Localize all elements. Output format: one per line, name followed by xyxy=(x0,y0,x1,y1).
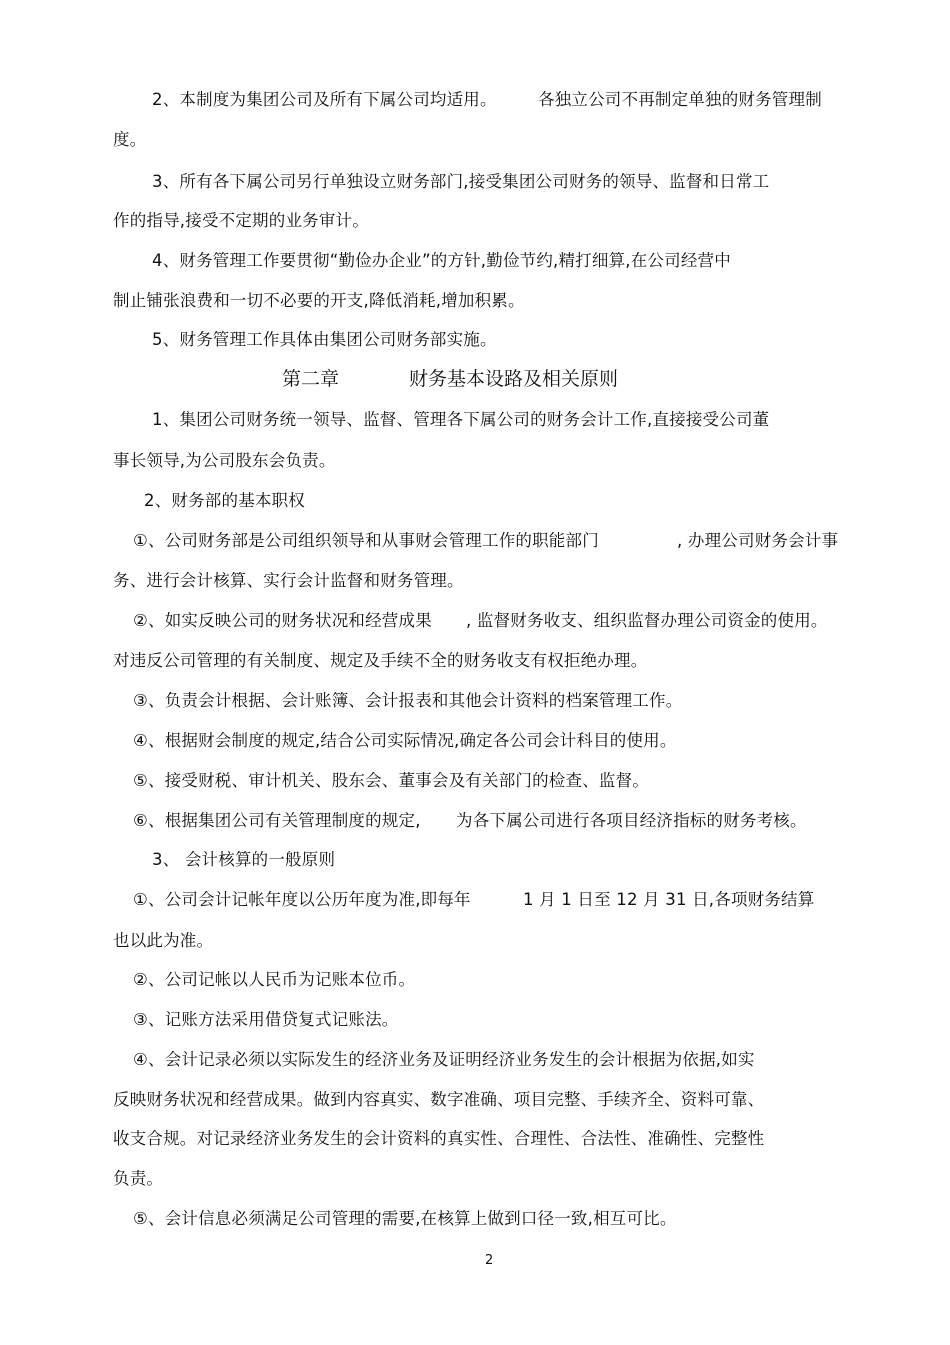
paragraph-line: ③、记账方法采用借贷复式记账法。 xyxy=(133,1010,399,1029)
paragraph-line: 务、进行会计核算、实行会计监督和财务管理。 xyxy=(113,571,464,590)
paragraph-line: , 监督财务收支、组织监督办理公司资金的使用。 xyxy=(466,611,828,630)
paragraph-line: ③、负责会计根据、会计账簿、会计报表和其他会计资料的档案管理工作。 xyxy=(133,691,683,710)
paragraph-line: ⑤、接受财税、审计机关、股东会、董事会及有关部门的检查、监督。 xyxy=(133,771,649,790)
paragraph-line: 收支合规。对记录经济业务发生的会计资料的真实性、合理性、合法性、准确性、完整性 xyxy=(113,1129,765,1148)
paragraph-line: ⑤、会计信息必须满足公司管理的需要,在核算上做到口径一致,相互可比。 xyxy=(133,1209,677,1228)
paragraph-line: ④、根据财会制度的规定,结合公司实际情况,确定各公司会计科目的使用。 xyxy=(133,731,677,750)
chapter-title: 财务基本设路及相关原则 xyxy=(409,368,619,390)
page-number: 2 xyxy=(485,1253,494,1268)
paragraph-line: ⑥、根据集团公司有关管理制度的规定, xyxy=(133,811,421,830)
paragraph-line: ②、如实反映公司的财务状况和经营成果 xyxy=(133,611,432,630)
paragraph-line: 对违反公司管理的有关制度、规定及手续不全的财务收支有权拒绝办理。 xyxy=(113,651,648,670)
paragraph-line: 为各下属公司进行各项目经济指标的财务考核。 xyxy=(456,811,807,830)
paragraph-line: 负责。 xyxy=(113,1169,164,1188)
paragraph-line: 1、集团公司财务统一领导、监督、管理各下属公司的财务会计工作,直接接受公司董 xyxy=(152,410,770,429)
paragraph-line: 4、财务管理工作要贯彻“勤俭办企业”的方针,勤俭节约,精打细算,在公司经营中 xyxy=(152,251,731,270)
paragraph-line: 度。 xyxy=(113,130,147,149)
paragraph-line: 作的指导,接受不定期的业务审计。 xyxy=(113,211,369,230)
section-heading: 3、 会计核算的一般原则 xyxy=(152,850,336,869)
paragraph-line: 各独立公司不再制定单独的财务管理制 xyxy=(538,90,822,109)
paragraph-line: 5、财务管理工作具体由集团公司财务部实施。 xyxy=(152,330,497,349)
paragraph-line: 1 月 1 日至 12 月 31 日,各项财务结算 xyxy=(523,890,815,909)
paragraph-line: 也以此为准。 xyxy=(113,931,214,950)
paragraph-line: 事长领导,为公司股东会负责。 xyxy=(113,451,336,470)
section-heading: 2、财务部的基本职权 xyxy=(144,491,305,510)
paragraph-line: ④、会计记录必须以实际发生的经济业务及证明经济业务发生的会计根据为依据,如实 xyxy=(133,1050,755,1069)
paragraph-line: 反映财务状况和经营成果。做到内容真实、数字准确、项目完整、手续齐全、资料可靠、 xyxy=(113,1090,765,1109)
paragraph-line: 3、所有各下属公司另行单独设立财务部门,接受集团公司财务的领导、监督和日常工 xyxy=(152,172,770,191)
paragraph-line: , 办理公司财务会计事 xyxy=(677,531,839,550)
paragraph-line: ①、公司会计记帐年度以公历年度为准,即每年 xyxy=(133,890,471,909)
chapter-number: 第二章 xyxy=(282,368,340,390)
paragraph-line: ②、公司记帐以人民币为记账本位币。 xyxy=(133,970,416,989)
paragraph-line: 制止铺张浪费和一切不必要的开支,降低消耗,增加积累。 xyxy=(113,291,525,310)
paragraph-line: 2、本制度为集团公司及所有下属公司均适用。 xyxy=(152,90,497,109)
paragraph-line: ①、公司财务部是公司组织领导和从事财会管理工作的职能部门 xyxy=(133,531,599,550)
